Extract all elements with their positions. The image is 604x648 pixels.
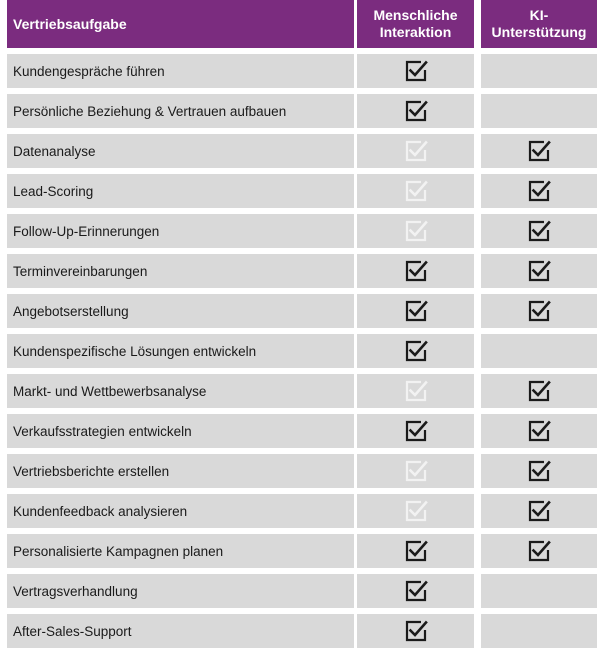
checkbox-checked-icon [404, 59, 428, 83]
human-interaction-cell [357, 614, 474, 648]
table-row [7, 134, 597, 168]
task-label: After-Sales-Support [13, 623, 132, 639]
task-cell [7, 174, 354, 208]
task-label: Persönliche Beziehung & Vertrauen aufbauen [13, 103, 287, 119]
checkbox-checked-icon [527, 179, 551, 203]
ai-support-cell [481, 214, 597, 248]
checkbox-checked-icon [404, 419, 428, 443]
checkbox-faded-icon [404, 459, 428, 483]
ai-support-cell [481, 574, 597, 608]
checkbox-checked-icon [404, 619, 428, 643]
checkbox-checked-icon [404, 299, 428, 323]
checkbox-faded-icon [404, 139, 428, 163]
task-cell [7, 214, 354, 248]
task-cell [7, 574, 354, 608]
task-label: Angebotserstellung [13, 303, 129, 319]
checkbox-checked-icon [527, 539, 551, 563]
table-row [7, 94, 597, 128]
checkbox-faded-icon [404, 219, 428, 243]
table-row [7, 294, 597, 328]
task-cell [7, 454, 354, 488]
task-label: Markt- und Wettbewerbsanalyse [13, 383, 207, 399]
ai-support-cell [481, 454, 597, 488]
human-interaction-cell [357, 294, 474, 328]
checkbox-faded-icon [404, 379, 428, 403]
ai-support-cell [481, 174, 597, 208]
task-cell [7, 374, 354, 408]
checkbox-checked-icon [404, 539, 428, 563]
ai-support-cell [481, 294, 597, 328]
ai-support-cell [481, 94, 597, 128]
task-label: Terminvereinbarungen [13, 263, 148, 279]
task-label: Kundengespräche führen [13, 63, 165, 79]
task-label: Lead-Scoring [13, 183, 94, 199]
table-row [7, 374, 597, 408]
checkbox-faded-icon [404, 179, 428, 203]
header-human-line1: Menschliche [373, 7, 458, 23]
header-ai-line1: KI- [529, 7, 549, 23]
human-interaction-cell [357, 374, 474, 408]
header-task-label: Vertriebsaufgabe [13, 16, 127, 32]
task-cell [7, 294, 354, 328]
header-human-line2: Interaktion [379, 24, 452, 40]
checkbox-checked-icon [527, 299, 551, 323]
task-cell [7, 534, 354, 568]
header-ai-line2: Unterstützung [491, 24, 587, 40]
task-label: Vertriebsberichte erstellen [13, 463, 170, 479]
table-row [7, 454, 597, 488]
header-ai-support [481, 0, 597, 48]
checkbox-checked-icon [527, 259, 551, 283]
task-cell [7, 494, 354, 528]
human-interaction-cell [357, 254, 474, 288]
checkbox-checked-icon [527, 459, 551, 483]
checkbox-checked-icon [404, 339, 428, 363]
human-interaction-cell [357, 574, 474, 608]
human-interaction-cell [357, 94, 474, 128]
ai-support-cell [481, 534, 597, 568]
table-row [7, 534, 597, 568]
task-label: Personalisierte Kampagnen planen [13, 543, 224, 559]
checkbox-checked-icon [527, 139, 551, 163]
human-interaction-cell [357, 334, 474, 368]
human-interaction-cell [357, 534, 474, 568]
checkbox-checked-icon [404, 99, 428, 123]
header-task [7, 0, 354, 48]
task-cell [7, 94, 354, 128]
task-cell [7, 334, 354, 368]
header-human-interaction [357, 0, 474, 48]
human-interaction-cell [357, 414, 474, 448]
ai-support-cell [481, 614, 597, 648]
table-row [7, 254, 597, 288]
checkbox-faded-icon [404, 499, 428, 523]
checkbox-checked-icon [527, 379, 551, 403]
task-label: Kundenspezifische Lösungen entwickeln [13, 343, 257, 359]
checkbox-checked-icon [404, 579, 428, 603]
ai-support-cell [481, 134, 597, 168]
ai-support-cell [481, 254, 597, 288]
table-row [7, 174, 597, 208]
checkbox-checked-icon [527, 499, 551, 523]
task-cell [7, 254, 354, 288]
ai-support-cell [481, 334, 597, 368]
task-label: Verkaufsstrategien entwickeln [13, 423, 192, 439]
ai-support-cell [481, 494, 597, 528]
checkbox-checked-icon [527, 219, 551, 243]
table-row [7, 54, 597, 88]
task-label: Kundenfeedback analysieren [13, 503, 188, 519]
task-label: Datenanalyse [13, 143, 96, 159]
task-cell [7, 614, 354, 648]
task-cell [7, 54, 354, 88]
ai-support-cell [481, 374, 597, 408]
table-row [7, 214, 597, 248]
human-interaction-cell [357, 174, 474, 208]
human-interaction-cell [357, 214, 474, 248]
checkbox-checked-icon [404, 259, 428, 283]
table-row [7, 414, 597, 448]
checkbox-checked-icon [527, 419, 551, 443]
table-row [7, 614, 597, 648]
table-row [7, 334, 597, 368]
human-interaction-cell [357, 494, 474, 528]
task-cell [7, 134, 354, 168]
table-row [7, 494, 597, 528]
task-cell [7, 414, 354, 448]
table-row [7, 574, 597, 608]
human-interaction-cell [357, 134, 474, 168]
task-label: Follow-Up-Erinnerungen [13, 223, 160, 239]
ai-support-cell [481, 54, 597, 88]
human-interaction-cell [357, 54, 474, 88]
ai-support-cell [481, 414, 597, 448]
human-interaction-cell [357, 454, 474, 488]
task-label: Vertragsverhandlung [13, 583, 138, 599]
